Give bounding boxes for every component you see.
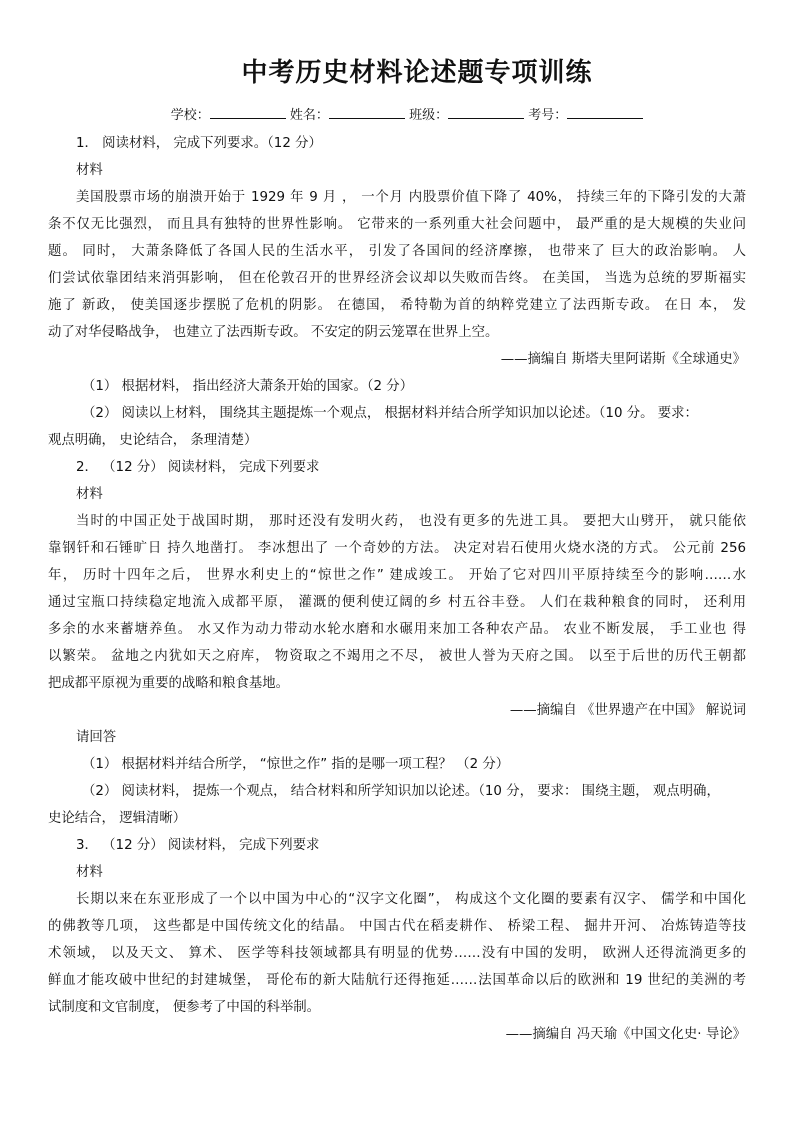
name-label: 姓名： — [289, 108, 329, 123]
q2-material-line: 当时的中国正处于战国时期， 那时还没有发明火药， 也没有更多的先进工具。 要把大山劈开， 就只能依 — [76, 514, 746, 529]
q1-material-line: 美国股票市场的崩溃开始于 1929 年 9 月 ， 一个月 内股票价值下降了 40%， 持续三年的下降引发的大萧 — [76, 190, 746, 205]
q2-sub-2: （2） 阅读材料， 提炼一个观点， 结合材料和所学知识加以论述。（10 分， 要求： 围绕主题， 观点明确， — [82, 784, 720, 799]
q1-sub-1: （1） 根据材料， 指出经济大萧条开始的国家。（2 分） — [82, 379, 414, 394]
q1-source: ——摘编自 斯塔夫里阿诺斯《全球通史》 — [500, 352, 746, 367]
q3-material-line: 长期以来在东亚形成了一个以中国为中心的“汉字文化圈”， 构成这个文化圈的要素有汉字、 儒学和中国化 — [76, 892, 746, 907]
class-blank[interactable] — [448, 106, 524, 119]
q2-heading: 2． （12 分） 阅读材料， 完成下列要求 — [76, 460, 320, 475]
q2-source: ——摘编自 《世界遗产在中国》 解说词 — [509, 703, 746, 718]
exam-no-blank[interactable] — [567, 106, 643, 119]
q2-material-line: 以繁荣。 盆地之内犹如天之府库， 物资取之不竭用之不尽， 被世人誉为天府之国。 以至于后世的历代王朝都 — [48, 649, 746, 664]
name-blank[interactable] — [329, 106, 405, 119]
q1-material-line: 条不仅无比强烈， 而且具有独特的世界性影响。 它带来的一系列重大社会问题中， 最严重的是大规模的失业问 — [48, 217, 746, 232]
q3-material-line: 的佛教等几项， 这些都是中国传统文化的结晶。 中国古代在稻麦耕作、 桥梁工程、 掘井开河、 冶炼铸造等技 — [48, 919, 746, 934]
q2-material-line: 靠钢钎和石锤旷日 持久地凿打。 李冰想出了 一个奇妙的方法。 决定对岩石使用火烧水浇的方式。 公元前 256 — [48, 541, 746, 556]
q3-heading: 3． （12 分） 阅读材料， 完成下列要求 — [76, 838, 320, 853]
class-label: 班级： — [409, 108, 449, 123]
student-info-row — [0, 104, 794, 123]
q2-sub-2-cont: 史论结合， 逻辑清晰） — [48, 811, 187, 826]
q1-sub-2: （2） 阅读以上材料， 围绕其主题提炼一个观点， 根据材料并结合所学知识加以论述。（10 分。 要求： — [82, 406, 698, 421]
q3-material-line: 术领域， 以及天文、 算术、 医学等科技领域都具有明显的优势……没有中国的发明， 欧洲人还得流淌更多的 — [48, 946, 746, 961]
q2-prompt: 请回答 — [76, 730, 117, 745]
q3-source: ——摘编自 冯天瑜《中国文化史· 导论》 — [505, 1027, 746, 1042]
q1-material-line: 题。 同时， 大萧条降低了各国人民的生活水平， 引发了各国间的经济摩擦， 也带来了 巨大的政治影响。 人 — [48, 244, 746, 259]
q3-material-line: 鲜血才能攻破中世纪的封建城堡， 哥伦布的新大陆航行还得拖延……法国革命以后的欧洲和 19 世纪的美洲的考 — [48, 973, 746, 988]
school-blank[interactable] — [210, 106, 286, 119]
q1-heading: 1． 阅读材料， 完成下列要求。（12 分） — [76, 136, 322, 151]
q1-material-label: 材料 — [76, 163, 103, 178]
q2-material-line: 多余的水来蓄塘养鱼。 水又作为动力带动水轮水磨和水碾用来加工各种农产品。 农业不断发展， 手工业也 得 — [48, 622, 746, 637]
q2-material-line: 年， 历时十四年之后， 世界水利史上的“惊世之作” 建成竣工。 开始了它对四川平原持续至今的影响……水 — [48, 568, 746, 583]
page-title: 中考历史材料论述题专项训练 — [241, 58, 593, 88]
q2-sub-1: （1） 根据材料并结合所学， “惊世之作” 指的是哪一项工程？ （2 分） — [82, 757, 510, 772]
q3-material-label: 材料 — [76, 865, 103, 880]
q1-material-line: 动了对华侵略战争， 也建立了法西斯专政。 不安定的阴云笼罩在世界上空。 — [48, 325, 499, 340]
q2-material-label: 材料 — [76, 487, 103, 502]
q1-material-line: 施了 新政， 使美国逐步摆脱了危机的阴影。 在德国， 希特勒为首的纳粹党建立了法西斯专政。 在日 本， 发 — [48, 298, 746, 313]
q1-material-line: 们尝试依靠团结来消弭影响， 但在伦敦召开的世界经济会议却以失败而告终。 在美国， 当选为总统的罗斯福实 — [48, 271, 746, 286]
q3-material-line: 试制度和文官制度， 便参考了中国的科举制。 — [48, 1000, 321, 1015]
q2-material-line: 通过宝瓶口持续稳定地流入成都平原， 灌溉的便利使辽阔的乡 村五谷丰登。 人们在栽种粮食的同时， 还利用 — [48, 595, 746, 610]
exam-no-label: 考号： — [528, 108, 568, 123]
question-body — [48, 130, 746, 1048]
q1-sub-2-cont: 观点明确， 史论结合， 条理清楚） — [48, 433, 258, 448]
school-label: 学校： — [170, 108, 210, 123]
q2-material-line: 把成都平原视为重要的战略和粮食基地。 — [48, 676, 290, 691]
